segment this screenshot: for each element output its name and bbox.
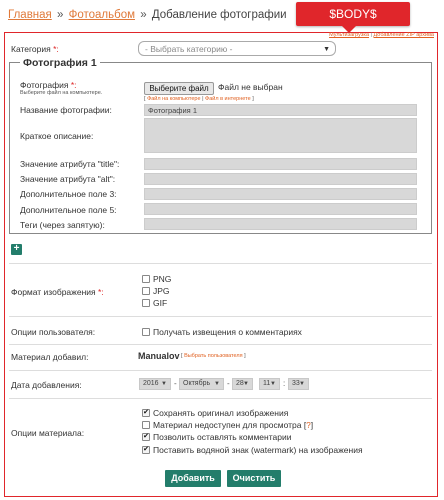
add-photo-button[interactable]: + bbox=[11, 244, 22, 255]
file-source-links bbox=[144, 96, 254, 102]
breadcrumb bbox=[8, 9, 287, 21]
file-label-text: Фотография bbox=[20, 80, 69, 90]
file-from-computer-link[interactable]: Файл на компьютере bbox=[147, 96, 201, 102]
material-options-label: Опции материала: bbox=[11, 428, 85, 438]
name-label: Название фотографии: bbox=[20, 105, 112, 115]
divider bbox=[9, 370, 432, 371]
file-label bbox=[20, 80, 76, 90]
extra-field-5-input[interactable] bbox=[144, 203, 417, 215]
extra-field-3-input[interactable] bbox=[144, 188, 417, 200]
file-from-internet-link[interactable]: Файл в интернете bbox=[205, 96, 251, 102]
bracket: ] bbox=[310, 420, 314, 430]
link-divider: | bbox=[202, 96, 204, 102]
date-dash: - bbox=[227, 379, 230, 388]
day-value: 28 bbox=[236, 380, 244, 387]
alt-attr-label: Значение атрибута "alt": bbox=[20, 174, 116, 184]
year-select[interactable] bbox=[139, 378, 171, 390]
added-by-label: Материал добавил: bbox=[11, 352, 89, 362]
required-mark: *: bbox=[98, 287, 104, 297]
minute-value: 33 bbox=[292, 380, 300, 387]
file-status: Файл не выбран bbox=[218, 82, 283, 92]
help-link[interactable]: ? bbox=[306, 421, 311, 430]
zip-upload-link[interactable]: Добавление ZIP архива bbox=[373, 32, 434, 38]
year-value: 2016 bbox=[143, 380, 159, 387]
bracket: ] bbox=[252, 96, 254, 102]
format-png-checkbox[interactable] bbox=[142, 275, 150, 283]
photo-name-input[interactable] bbox=[144, 104, 417, 116]
watermark-label: Поставить водяной знак (watermark) на изображения bbox=[153, 445, 363, 455]
bracket: ] bbox=[244, 353, 246, 359]
category-select-value: - Выбрать категорию - bbox=[145, 44, 233, 54]
submit-button[interactable]: Добавить bbox=[165, 470, 221, 487]
month-select[interactable] bbox=[179, 378, 224, 390]
format-gif-checkbox[interactable] bbox=[142, 299, 150, 307]
date-added-label: Дата добавления: bbox=[11, 380, 82, 390]
chevron-down-icon: ▼ bbox=[214, 381, 220, 387]
breadcrumb-current: Добавление фотографии bbox=[151, 9, 287, 21]
watermark-checkbox[interactable] bbox=[142, 446, 150, 454]
title-attr-label: Значение атрибута "title": bbox=[20, 159, 120, 169]
unavailable-text: Материал недоступен для просмотра bbox=[153, 420, 302, 430]
category-label-text: Категория bbox=[11, 44, 51, 54]
category-select[interactable] bbox=[138, 41, 336, 56]
allow-comments-checkbox[interactable] bbox=[142, 433, 150, 441]
file-hint: Выберите файл на компьютере. bbox=[20, 90, 103, 96]
format-label-text: Формат изображения bbox=[11, 287, 96, 297]
divider bbox=[9, 263, 432, 264]
format-jpg-checkbox[interactable] bbox=[142, 287, 150, 295]
category-label bbox=[11, 44, 59, 54]
format-jpg-label: JPG bbox=[153, 286, 170, 296]
title-attr-input[interactable] bbox=[144, 158, 417, 170]
month-value: Октябрь bbox=[183, 380, 211, 387]
bracket: [ bbox=[144, 96, 146, 102]
allow-comments-label: Позволить оставлять комментарии bbox=[153, 432, 292, 442]
breadcrumb-separator: » bbox=[140, 9, 147, 21]
keep-original-checkbox[interactable] bbox=[142, 409, 150, 417]
upload-mode-links bbox=[329, 32, 434, 38]
alt-attr-input[interactable] bbox=[144, 173, 417, 185]
hour-value: 11 bbox=[263, 380, 271, 387]
body-marker-tag: $BODY$ bbox=[296, 2, 410, 26]
chevron-down-icon: ▼ bbox=[270, 381, 276, 387]
description-label: Краткое описание: bbox=[20, 131, 94, 141]
required-mark: *: bbox=[70, 80, 77, 90]
time-colon: : bbox=[283, 379, 286, 388]
notify-comments-checkbox[interactable] bbox=[142, 328, 150, 336]
extra-field-5-label: Дополнительное поле 5: bbox=[20, 205, 117, 215]
description-textarea[interactable] bbox=[144, 118, 417, 153]
chevron-down-icon: ▼ bbox=[299, 381, 305, 387]
added-by-user: Manualov bbox=[138, 351, 180, 361]
format-label bbox=[11, 287, 104, 297]
select-user-links bbox=[181, 353, 246, 359]
breadcrumb-home-link[interactable]: Главная bbox=[8, 9, 52, 21]
tags-input[interactable] bbox=[144, 218, 417, 230]
check-icon: ✔ bbox=[143, 433, 149, 440]
day-select[interactable] bbox=[232, 378, 253, 390]
keep-original-label: Сохранять оригинал изображения bbox=[153, 408, 289, 418]
extra-field-3-label: Дополнительное поле 3: bbox=[20, 189, 117, 199]
hour-select[interactable] bbox=[259, 378, 280, 390]
check-icon: ✔ bbox=[143, 409, 149, 416]
divider bbox=[9, 398, 432, 399]
date-dash: - bbox=[174, 379, 177, 388]
minute-select[interactable] bbox=[288, 378, 309, 390]
breadcrumb-separator: » bbox=[56, 9, 64, 21]
link-divider: | bbox=[370, 32, 372, 38]
clear-button[interactable]: Очистить bbox=[227, 470, 281, 487]
check-icon: ✔ bbox=[143, 446, 149, 453]
tags-label: Теги (через запятую): bbox=[20, 220, 105, 230]
multi-upload-link[interactable]: Мультизагрузка bbox=[329, 32, 370, 38]
select-user-link[interactable]: Выбрать пользователя bbox=[184, 353, 243, 359]
chevron-down-icon: ▼ bbox=[161, 381, 167, 387]
breadcrumb-album-link[interactable]: Фотоальбом bbox=[68, 9, 135, 21]
chevron-down-icon: ▼ bbox=[323, 46, 330, 53]
format-gif-label: GIF bbox=[153, 298, 168, 308]
notify-comments-label: Получать извещения о комментариях bbox=[153, 327, 302, 337]
bracket: [ bbox=[303, 420, 307, 430]
unavailable-label bbox=[153, 420, 313, 430]
format-png-label: PNG bbox=[153, 274, 172, 284]
unavailable-checkbox[interactable] bbox=[142, 421, 150, 429]
user-options-label: Опции пользователя: bbox=[11, 327, 96, 337]
required-mark: *: bbox=[53, 44, 59, 54]
bracket: [ bbox=[181, 353, 183, 359]
divider bbox=[9, 344, 432, 345]
choose-file-button[interactable]: Выберите файл bbox=[144, 82, 214, 95]
divider bbox=[9, 316, 432, 317]
chevron-down-icon: ▼ bbox=[243, 381, 249, 387]
photo-legend: Фотография 1 bbox=[20, 57, 100, 69]
photo-name-value: Фотография 1 bbox=[148, 106, 197, 115]
